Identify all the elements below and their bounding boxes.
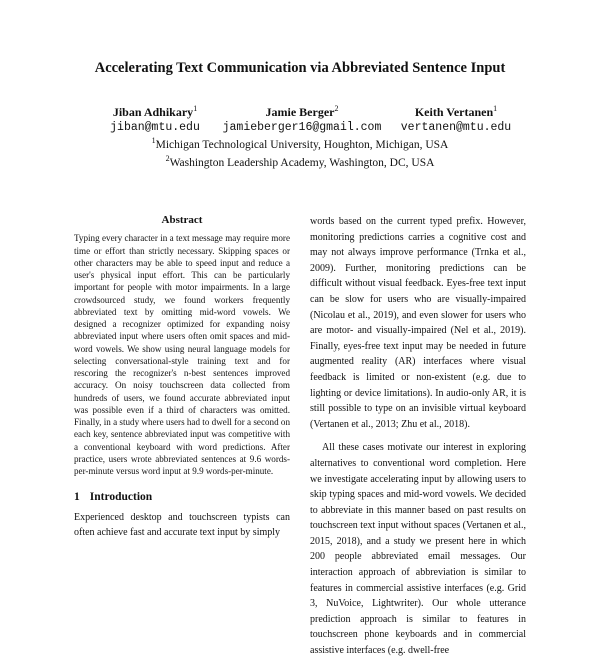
abstract-heading: Abstract bbox=[161, 214, 203, 226]
affiliation-marker: 2 bbox=[165, 153, 170, 163]
body-paragraph-1: words based on the current typed prefix. However, monitoring predictions carries a cognitive cost and may not always improve performance (Trnka et al., 2009). Further, monitoring predictions can be difficult without visual feedback. Eyes-free text input can be slow for users who are visually-impaired (Nicolau et al., 2019), and even slower for users who are motor- and visually-impaired (Nel et al., 2019). Finally, eyes-free text input may be needed in future augmented reality (AR) interfaces where visual feedback is limited or non-existent (e.g. due to lighting or device limitations). In audio-only AR, it is still possible to type on an invisible virtual keyboard (Vertanen et al., 2013; Zhu et al., 2018). bbox=[310, 216, 526, 430]
abstract-text: Typing every character in a text message may require more time or effort than strictly necessary. Skipping spaces or other characters may be able to speed input and reduce a user's physical input effort. This can be particularly important for people with motor impairments. In a large crowdsourced study, we found workers frequently abbreviated text by omitting mid-word vowels. We designed a recognizer optimized for expanding noisy abbreviated input where users often omit spaces and mid-word vowels. We show using neural language models for selecting conversational-style training text and for rescoring the recognizer's n-best sentences improved accuracy. On noisy touchscreen data collected from hundreds of users, we found accurate abbreviated input was possible even if a third of characters was omitted. Finally, in a study where users had to dwell for a second on each key, sentence abbreviated input was competitive with a conventional keyboard with word predictions. After practice, users wrote abbreviated sentences at 9.6 words-per-minute versus word input at 9.9 words-per-minute. bbox=[74, 233, 290, 476]
paper-title: Accelerating Text Communication via Abbreviated Sentence Input bbox=[94, 60, 506, 76]
author-email: jiban@mtu.edu bbox=[110, 121, 200, 134]
author-name: Jiban Adhikary bbox=[112, 105, 194, 119]
introduction-text: Experienced desktop and touchscreen typists can often achieve fast and accurate text input by simply bbox=[74, 511, 290, 539]
section-title: Introduction bbox=[89, 491, 153, 504]
author-email: jamieberger16@gmail.com bbox=[222, 121, 382, 134]
left-column bbox=[74, 214, 290, 541]
author-name: Keith Vertanen bbox=[414, 105, 494, 119]
author-affil-marker: 2 bbox=[334, 104, 339, 113]
author-2 bbox=[214, 104, 390, 134]
right-column bbox=[310, 214, 526, 659]
author-email: vertanen@mtu.edu bbox=[400, 121, 512, 134]
section-heading-introduction bbox=[74, 491, 290, 503]
author-3 bbox=[386, 104, 526, 134]
author-affil-marker: 1 bbox=[193, 104, 198, 113]
author-affil-marker: 1 bbox=[493, 104, 498, 113]
body-paragraph-2: All these cases motivate our interest in exploring alternatives to conventional word completion. Here we investigate accelerating input by allowing users to skip typing spaces and mid-word vowels. We decided to abbreviate in this manner based on past results on touchscreen text input without spaces (Vertanen et al., 2015, 2018), and a study we present here in which 200 people abbreviated email messages. Our interaction approach of abbreviation is similar to features in commercial assistive interfaces (e.g. Grid 3, NuVoice, Lightwriter). Our whole utterance prediction approach is similar to features in touchscreen phone keyboards and in commercial assistive interfaces (e.g. dwell-free bbox=[310, 442, 526, 657]
author-1 bbox=[82, 104, 228, 134]
affiliation-1 bbox=[0, 134, 600, 152]
affiliations bbox=[0, 134, 600, 170]
affiliation-marker: 1 bbox=[151, 136, 156, 145]
affiliation-text: Washington Leadership Academy, Washington, DC, USA bbox=[169, 156, 435, 169]
section-number: 1 bbox=[74, 491, 80, 504]
affiliation-text: Michigan Technological University, Houghton, Michigan, USA bbox=[155, 138, 449, 151]
affiliation-2 bbox=[0, 152, 600, 170]
author-name: Jamie Berger bbox=[265, 105, 335, 119]
